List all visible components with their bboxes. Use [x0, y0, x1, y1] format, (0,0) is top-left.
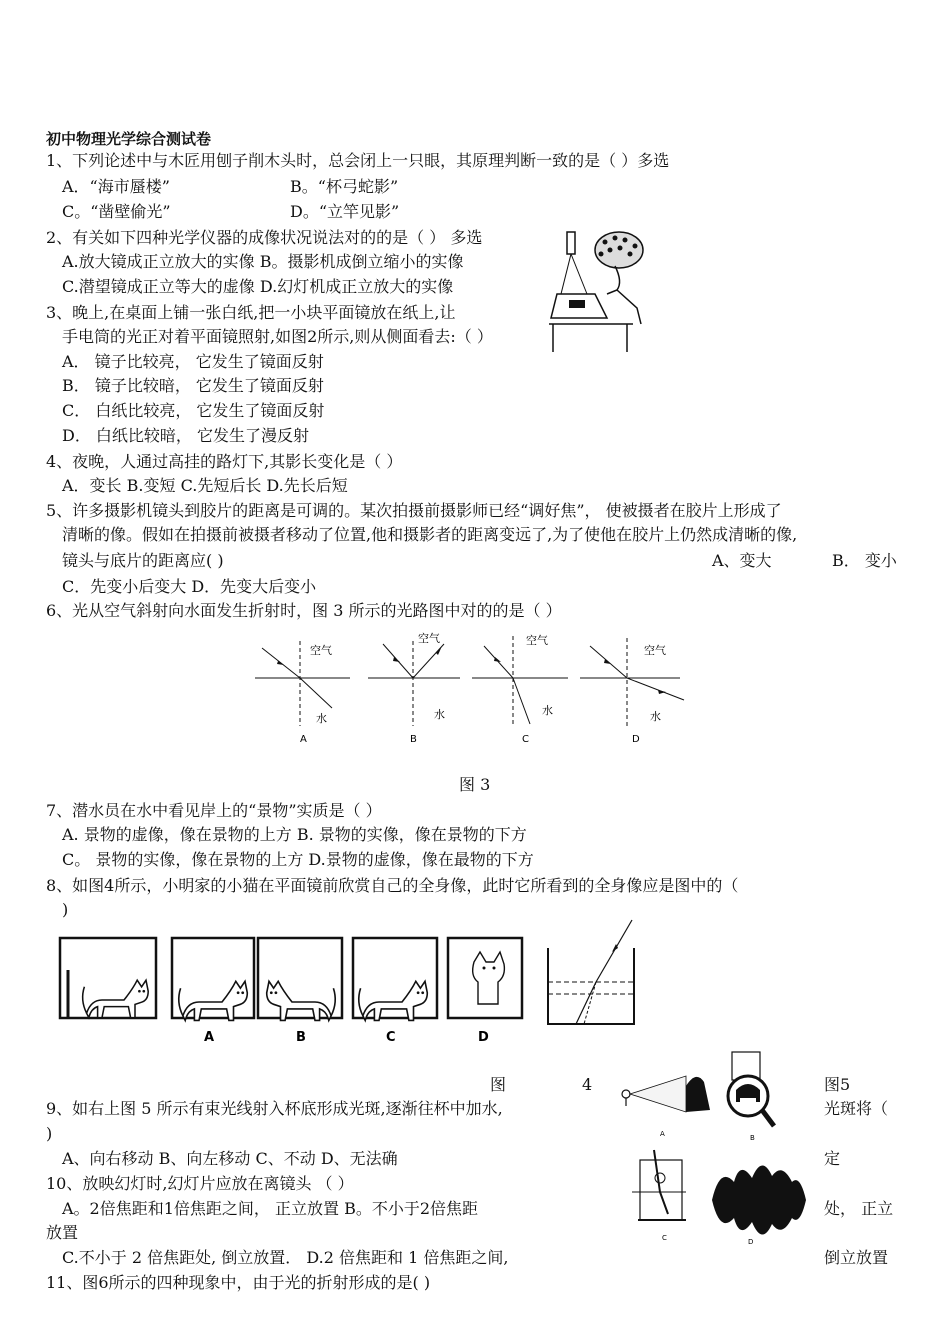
q10-options-ab: A。2倍焦距和1倍焦距之间， 正立放置 B。不小于2倍焦距: [62, 1199, 479, 1218]
q9-stem-right: 光斑将（: [824, 1099, 889, 1118]
cat-option-c-label: C: [386, 1030, 396, 1045]
q4-stem: 4、夜晚，人通过高挂的路灯下,其影长变化是（ ）: [46, 452, 403, 471]
q7-options-cd: C。 景物的实像，像在景物的上方 D.景物的虚像，像在最物的下方: [62, 850, 534, 869]
figure-5-beaker: [542, 916, 642, 1030]
diagram-d-water-label: 水: [650, 710, 661, 723]
cat-option-d-label: D: [478, 1030, 489, 1045]
q9-stem: 9、如右上图 5 所示有束光线射入杯底形成光斑,逐渐往杯中加水,: [46, 1099, 503, 1118]
figure-3-refraction-diagrams: [250, 626, 700, 756]
cat-option-d-panel: [448, 938, 522, 1045]
q5-stem-line2: 清晰的像。假如在拍摄前被摄者移动了位置,他和摄影者的距离变远了,为了使他在胶片上仍然成清晰的像,: [62, 525, 798, 544]
q9-options: A、向右移动 B、向左移动 C、不动 D、无法确: [62, 1149, 398, 1168]
q3-option-b: B． 镜子比较暗， 它发生了镜面反射: [62, 376, 324, 395]
q9-closing-paren: ): [46, 1124, 53, 1143]
figure-2-illustration: [549, 228, 645, 354]
q10-options-ab-right: 处， 正立: [824, 1199, 894, 1218]
refraction-diagram-d: [580, 638, 684, 745]
figure-6-phenomena: [616, 1050, 816, 1250]
q8-closing-paren: ): [62, 900, 69, 919]
diagram-c-water-label: 水: [542, 704, 553, 717]
q1-option-d: D。“立竿见影”: [290, 202, 400, 221]
q3-stem-line1: 3、晚上,在桌面上铺一张白纸,把一小块平面镜放在纸上,让: [46, 303, 456, 322]
diagram-a-water-label: 水: [316, 712, 327, 725]
q5-option-b: B． 变小: [832, 551, 897, 570]
q11-stem: 11、图6所示的四种现象中，由于光的折射形成的是( ): [46, 1273, 431, 1292]
q2-stem: 2、有关如下四种光学仪器的成像状况说法对的的是（ ） 多选: [46, 228, 483, 247]
q6-stem: 6、光从空气斜射向水面发生折射时，图 3 所示的光路图中对的的是（ ）: [46, 601, 562, 620]
phenomenon-a-label: A: [660, 1130, 665, 1138]
q2-options-cd: C.潜望镜成正立等大的虚像 D.幻灯机成正立放大的实像: [62, 277, 454, 296]
q5-stem-line1: 5、许多摄影机镜头到胶片的距离是可调的。某次拍摄前摄影师已经“调好焦”， 使被摄者在胶片上形成了: [46, 501, 782, 520]
refraction-diagram-c: [472, 633, 568, 745]
diagram-b-water-label: 水: [434, 708, 445, 721]
phenomenon-a-shadow: [622, 1076, 710, 1138]
q5-stem-line3: 镜头与底片的距离应( ): [62, 551, 224, 570]
q5-options-cd: C．先变小后变大 D．先变大后变小: [62, 577, 317, 596]
phenomenon-b-magnifier: [728, 1052, 774, 1142]
phenomenon-c-bent-pencil: [632, 1150, 686, 1242]
q1-stem: 1、下列论述中与木匠用刨子削木头时，总会闭上一只眼，其原理判断一致的是（ ）多选: [46, 151, 670, 170]
diagram-c-label: C: [522, 734, 529, 745]
q3-option-a: A． 镜子比较亮， 它发生了镜面反射: [62, 352, 324, 371]
q1-option-a: A．“海市蜃楼”: [62, 177, 170, 196]
figure-5-caption: 图5: [824, 1075, 851, 1094]
q1-option-c: C。“凿壁偷光”: [62, 202, 171, 221]
cat-option-a-panel: [172, 938, 254, 1045]
q3-option-c: C． 白纸比较亮， 它发生了镜面反射: [62, 401, 325, 420]
diagram-a-air-label: 空气: [310, 644, 332, 657]
page-title: 初中物理光学综合测试卷: [46, 130, 212, 148]
phenomenon-c-label: C: [662, 1234, 667, 1242]
figure-3-caption: 图 3: [459, 775, 491, 794]
diagram-b-label: B: [410, 734, 417, 745]
figure-4-caption-b: 4: [582, 1075, 593, 1094]
cat-option-b-label: B: [296, 1030, 306, 1045]
refraction-diagram-a: [255, 641, 350, 745]
figure-4-caption-a: 图: [490, 1075, 507, 1094]
cat-option-a-label: A: [204, 1030, 215, 1045]
phenomenon-d-label: D: [748, 1238, 754, 1246]
refraction-diagram-b: [368, 631, 460, 745]
q5-option-a: A、变大: [712, 551, 772, 570]
diagram-d-label: D: [632, 734, 640, 745]
q7-options-ab: A. 景物的虚像，像在景物的上方 B. 景物的实像，像在景物的下方: [62, 825, 527, 844]
q10-options-ab-continued: 放置: [46, 1223, 79, 1242]
q7-stem: 7、潜水员在水中看见岸上的“景物”实质是（ ）: [46, 801, 382, 820]
q4-options: A．变长 B.变短 C.先短后长 D.先长后短: [62, 476, 348, 495]
phenomenon-b-label: B: [750, 1134, 755, 1142]
q3-stem-line2: 手电筒的光正对着平面镜照射,如图2所示,则从侧面看去:（ ）: [62, 327, 493, 346]
cat-reference-panel: [60, 938, 156, 1018]
q10-stem: 10、放映幻灯时,幻灯片应放在离镜头 （ ）: [46, 1174, 354, 1193]
diagram-b-air-label: 空气: [418, 632, 440, 645]
diagram-c-air-label: 空气: [526, 634, 548, 647]
q8-stem: 8、如图4所示，小明家的小猫在平面镜前欣赏自己的全身像，此时它所看到的全身像应是图中的（: [46, 876, 739, 895]
q1-option-b: B。“杯弓蛇影”: [290, 177, 399, 196]
diagram-a-label: A: [300, 734, 307, 745]
cat-option-c-panel: [353, 938, 437, 1045]
q10-options-cd-right: 倒立放置: [824, 1248, 889, 1267]
q3-option-d: D． 白纸比较暗， 它发生了漫反射: [62, 426, 310, 445]
phenomenon-d-reflection: [712, 1165, 806, 1246]
q2-options-ab: A.放大镜成正立放大的实像 B。摄影机成倒立缩小的实像: [62, 252, 464, 271]
figure-4-cat-images: [58, 934, 528, 1046]
q10-options-cd: C.不小于 2 倍焦距处, 倒立放置． D.2 倍焦距和 1 倍焦距之间,: [62, 1248, 509, 1267]
q9-options-right: 定: [824, 1149, 841, 1168]
diagram-d-air-label: 空气: [644, 644, 666, 657]
cat-option-b-panel: [258, 938, 342, 1045]
